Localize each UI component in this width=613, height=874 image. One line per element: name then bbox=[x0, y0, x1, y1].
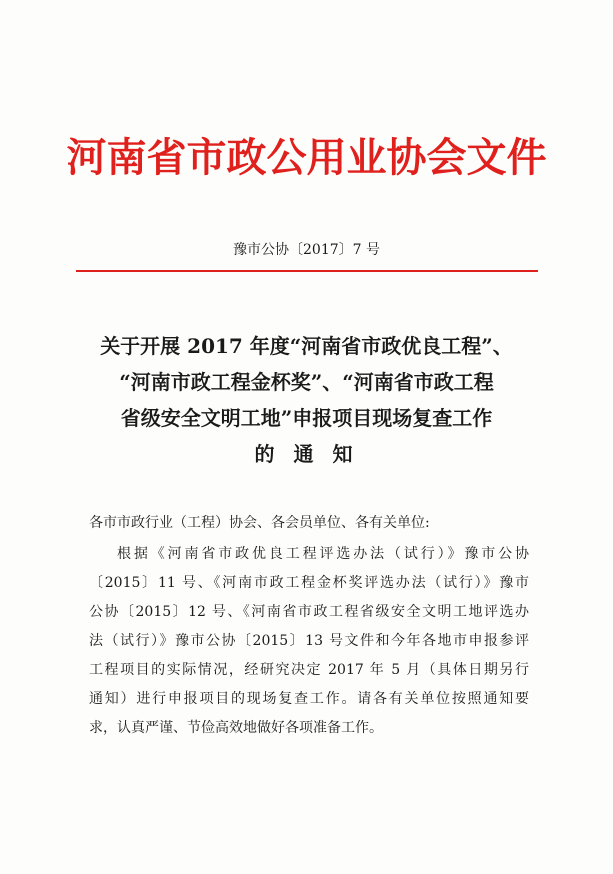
body-line: 工程项目的实际情况，经研究决定 2017 年 5 月（具体日期另行 bbox=[89, 662, 529, 678]
body-line: 法（试行）》豫市公协〔2015〕13 号文件和今年各地市申报参评 bbox=[89, 633, 529, 649]
body-line: 根据《河南省市政优良工程评选办法（试行）》豫市公协 bbox=[117, 546, 529, 562]
body-line: 求，认真严谨、节俭高效地做好各项准备工作。 bbox=[89, 720, 383, 736]
notice-title-line: “河南市政工程金杯奖”、“河南省市政工程 bbox=[119, 370, 494, 394]
body-line: 公协〔2015〕12 号、《河南省市政工程省级安全文明工地评选办 bbox=[89, 604, 529, 620]
issuer-header-title: 河南省市政公用业协会文件 bbox=[66, 134, 547, 181]
body-line: 通知）进行申报项目的现场复查工作。请各有关单位按照通知要 bbox=[89, 691, 529, 707]
red-divider-line bbox=[76, 270, 538, 272]
letter-body bbox=[89, 540, 529, 743]
document-number: 豫市公协〔2017〕7 号 bbox=[233, 242, 380, 258]
notice-title-line: 关于开展 2017 年度“河南省市政优良工程”、 bbox=[100, 334, 513, 358]
letter-addressee: 各市市政行业（工程）协会、各会员单位、各有关单位: bbox=[89, 515, 430, 531]
notice-title bbox=[60, 328, 553, 472]
notice-title-line: 省级安全文明工地”申报项目现场复查工作 bbox=[120, 406, 493, 430]
notice-title-line: 的 通 知 bbox=[254, 442, 359, 466]
body-line: 〔2015〕11 号、《河南市政工程金杯奖评选办法（试行）》豫市 bbox=[89, 575, 529, 591]
